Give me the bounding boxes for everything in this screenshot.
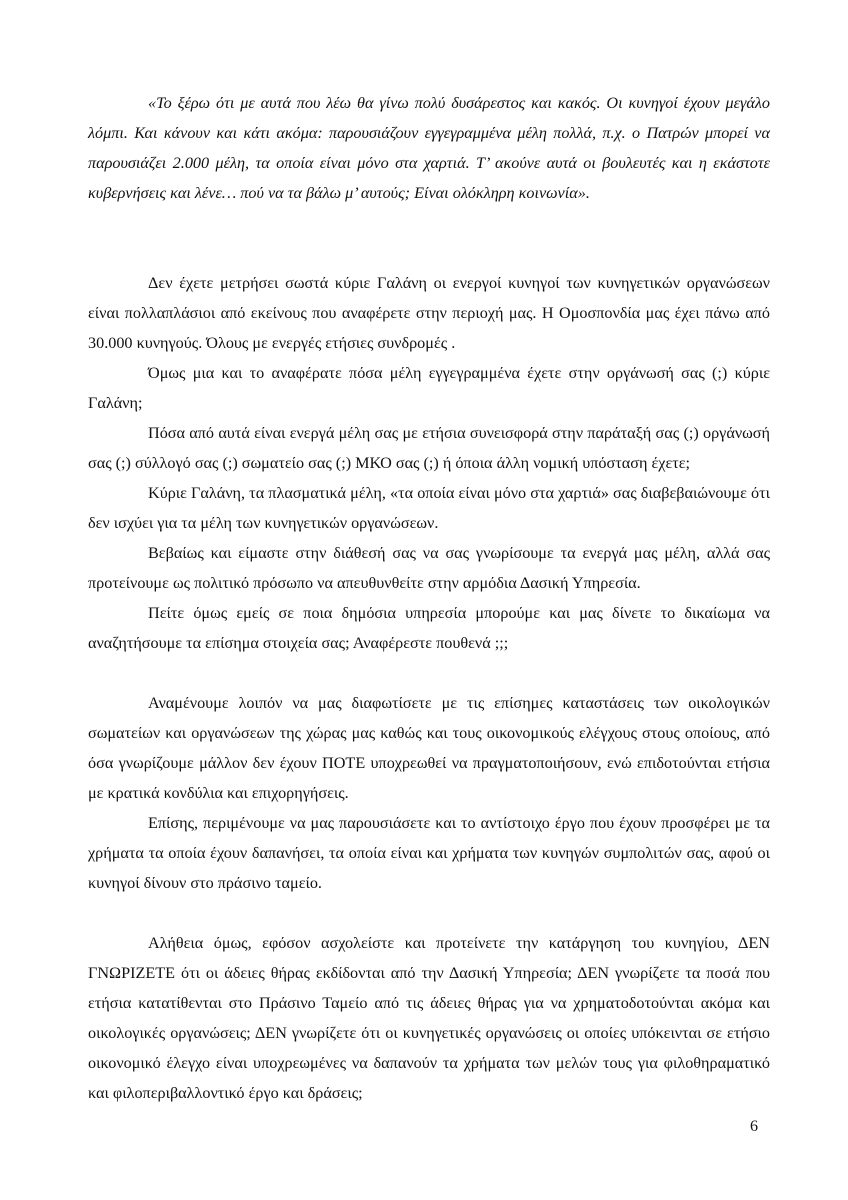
body-paragraph: Βεβαίως και είμαστε στην διάθεσή σας να σας γνωρίσουμε τα ενεργά μας μέλη, αλλά σας προτείνουμε ως πολιτικό πρόσωπο να απευθυνθείτε στην αρμόδια Δασική Υπηρεσία. (88, 544, 770, 592)
body-paragraph: Δεν έχετε μετρήσει σωστά κύριε Γαλάνη οι ενεργοί κυνηγοί των κυνηγετικών οργανώσεων είναι πολλαπλάσιοι από εκείνους που αναφέρετε στην περιοχή μας. Η Ομοσπονδία μας έχει πάνω από 30.000 κυνηγούς. Όλους με ενεργές ετήσιες συνδρομές . (88, 274, 770, 352)
page-number: 6 (750, 1118, 758, 1135)
paragraph-spacer (88, 658, 770, 688)
quote-paragraph: «Το ξέρω ότι με αυτά που λέω θα γίνω πολύ δυσάρεστος και κακός. Οι κυνηγοί έχουν μεγάλο λόμπι. Και κάνουν και κάτι ακόμα: παρουσιάζουν εγγεγραμμένα μέλη πολλά, π.χ. ο Πατρών μπορεί να παρουσιάζει 2.000 μέλη, τα οποία είναι μόνο στα χαρτιά. Τ’ ακούνε αυτά οι βουλευτές και η εκάστοτε κυβερνήσεις και λένε… πού να τα βάλω μ’ αυτούς; Είναι ολόκληρη κοινωνία». (88, 94, 770, 202)
body-paragraph: Αναμένουμε λοιπόν να μας διαφωτίσετε με τις επίσημες καταστάσεις των οικολογικών σωματείων και οργανώσεων της χώρας μας καθώς και τους οικονομικούς ελέγχους στους οποίους, από όσα γνωρίζουμε μάλλον δεν έχουν ΠΟΤΕ υποχρεωθεί να πραγματοποιήσουν, ενώ επιδοτούνται ετήσια με κρατικά κονδύλια και επιχορηγήσεις. (88, 694, 770, 802)
paragraph-spacer (88, 898, 770, 928)
body-paragraph: Πείτε όμως εμείς σε ποια δημόσια υπηρεσία μπορούμε και μας δίνετε το δικαίωμα να αναζητήσουμε τα επίσημα στοιχεία σας; Αναφέρεστε πουθενά ;;; (88, 604, 770, 652)
body-paragraph: Αλήθεια όμως, εφόσον ασχολείστε και προτείνετε την κατάργηση του κυνηγίου, ΔΕΝ ΓΝΩΡΙΖΕΤΕ ότι οι άδειες θήρας εκδίδονται από την Δασική Υπηρεσία; ΔΕΝ γνωρίζετε τα ποσά που ετήσια κατατίθενται στο Πράσινο Ταμείο από τις άδειες θήρας για να χρηματοδοτούνται ακόμα και οικολογικές οργανώσεις; ΔΕΝ γνωρίζετε ότι οι κυνηγετικές οργανώσεις οι οποίες υπόκεινται σε ετήσιο οικονομικό έλεγχο είναι υποχρεωμένες να δαπανούν τα χρήματα των μελών τους για φιλοθηραματικό και φιλοπεριβαλλοντικό έργο και δράσεις; (88, 934, 770, 1102)
body-paragraph: Πόσα από αυτά είναι ενεργά μέλη σας με ετήσια συνεισφορά στην παράταξή σας (;) οργάνωσή σας (;) σύλλογό σας (;) σωματείο σας (;) ΜΚΟ σας (;) ή όποια άλλη νομική υπόσταση έχετε; (88, 424, 770, 472)
document-page (88, 88, 770, 1108)
body-paragraph: Κύριε Γαλάνη, τα πλασματικά μέλη, «τα οποία είναι μόνο στα χαρτιά» σας διαβεβαιώνουμε ότι δεν ισχύει για τα μέλη των κυνηγετικών οργανώσεων. (88, 484, 770, 532)
paragraph-spacer (88, 238, 770, 268)
body-paragraph: Όμως μια και το αναφέρατε πόσα μέλη εγγεγραμμένα έχετε στην οργάνωσή σας (;) κύριε Γαλάνη; (88, 364, 770, 412)
body-paragraph: Επίσης, περιμένουμε να μας παρουσιάσετε και το αντίστοιχο έργο που έχουν προσφέρει με τα χρήματα τα οποία έχουν δαπανήσει, τα οποία είναι και χρήματα των κυνηγών συμπολιτών σας, αφού οι κυνηγοί δίνουν στο πράσινο ταμείο. (88, 814, 770, 892)
